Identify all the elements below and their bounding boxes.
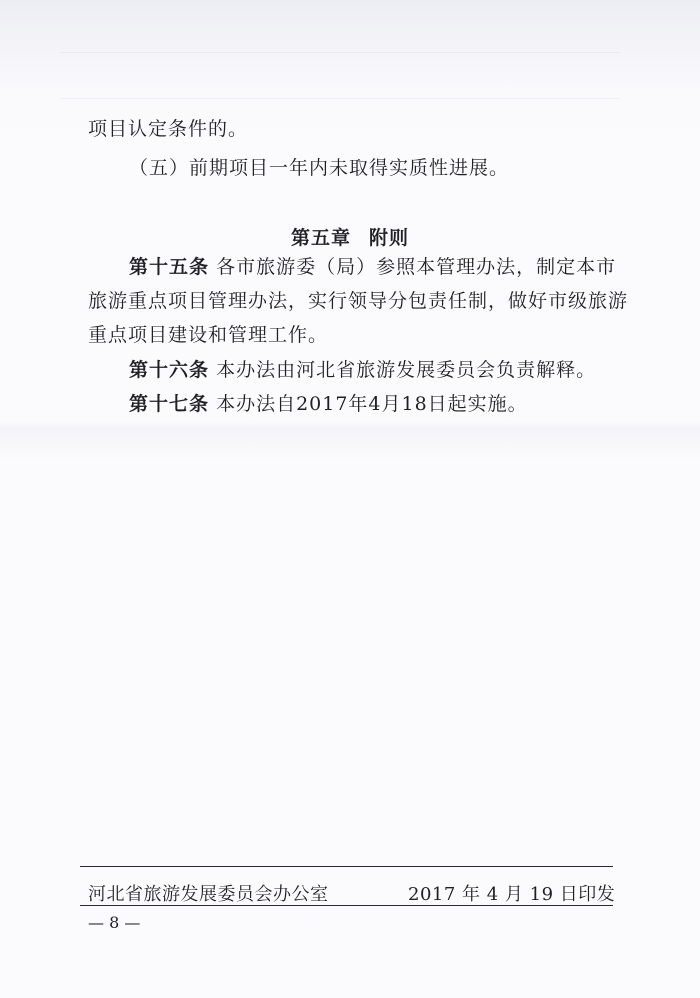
footer-date: 2017 年 4 月 19 日印发 [408,884,616,905]
article-label: 第十七条 [129,393,210,415]
article-15-line: 重点项目建设和管理工作。 [88,324,329,346]
page-number: — 8 — [88,913,141,932]
chapter-number: 第五章 [290,227,351,249]
article-15-line: 旅游重点项目管理办法，实行领导分包责任制，做好市级旅游 [88,290,629,312]
article-label: 第十五条 [129,256,210,278]
chapter-title: 附则 [369,227,410,249]
chapter-heading [0,223,700,250]
footer-issuer: 河北省旅游发展委员会办公室 [88,884,329,905]
article-16 [129,361,596,380]
article-text: 本办法自2017年4月18日起实施。 [216,393,528,415]
article-text: 各市旅游委（局）参照本管理办法，制定本市 [216,256,617,278]
footer-top-rule [80,866,613,867]
body-line: （五）前期项目一年内未取得实质性进展。 [129,157,510,179]
footer-bottom-rule [80,905,613,906]
bleed-through-mark [60,98,620,99]
bleed-through-mark [60,52,620,53]
article-text: 本办法由河北省旅游发展委员会负责解释。 [216,359,597,381]
article-15-first-line [129,258,616,277]
article-label: 第十六条 [129,359,210,381]
article-17 [129,395,528,414]
body-line: 项目认定条件的。 [88,118,249,140]
